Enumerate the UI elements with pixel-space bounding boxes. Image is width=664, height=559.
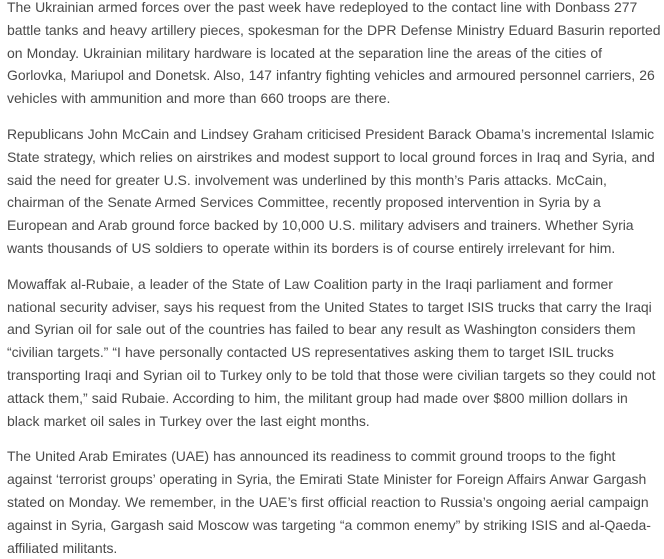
paragraph-uae-ground-troops: The United Arab Emirates (UAE) has announced its readiness to commit ground troops to the fight against ‘terrorist groups’ operating in Syria, the Emirati State Minister for Foreign Affairs Anwar Gargash stated on Monday. We remember, in the UAE’s first official reaction to Russia’s ongoing aerial campaign against in Syria, Gargash said Moscow was targeting “a common enemy” by striking ISIS and al-Qaeda-affiliated militants. xyxy=(7,448,651,556)
paragraph-mccain-graham: Republicans John McCain and Lindsey Graham criticised President Barack Obama’s incremental Islamic State strategy, which relies on airstrikes and modest support to local ground forces in Iraq and Syria, and said the need for greater U.S. involvement was underlined by this month’s Paris attacks. McCain, chairman of the Senate Armed Services Committee, recently proposed intervention in Syria by a European and Arab ground force backed by 10,000 U.S. military advisers and trainers. Whether Syria wants thousands of US soldiers to operate within its borders is of course entirely irrelevant for him. xyxy=(7,125,655,256)
paragraph-al-rubaie: Mowaffak al-Rubaie, a leader of the State of Law Coalition party in the Iraqi parliament and former national security adviser, says his request from the United States to target ISIS trucks that carry the Iraqi and Syrian oil for sale out of the countries has failed to bear any result as Washington considers them “civilian targets.” “I have personally contacted US representatives asking them to target ISIL trucks transporting Iraqi and Syrian oil to Turkey only to be told that those were civilian targets so they could not attack them,” said Rubaie. According to him, the militant group had made over $800 million dollars in black market oil sales in Turkey over the last eight months. xyxy=(7,275,656,429)
paragraph-ukraine-redeployment: The Ukrainian armed forces over the past week have redeployed to the contact line with Donbass 277 battle tanks and heavy artillery pieces, spokesman for the DPR Defense Ministry Eduard Basurin reported on Monday. Ukrainian military hardware is located at the separation line the areas of the cities of Gorlovka, Mariupol and Donetsk. Also, 147 infantry fighting vehicles and armoured personnel carriers, 26 vehicles with ammunition and more than 660 troops are there. xyxy=(7,0,661,107)
